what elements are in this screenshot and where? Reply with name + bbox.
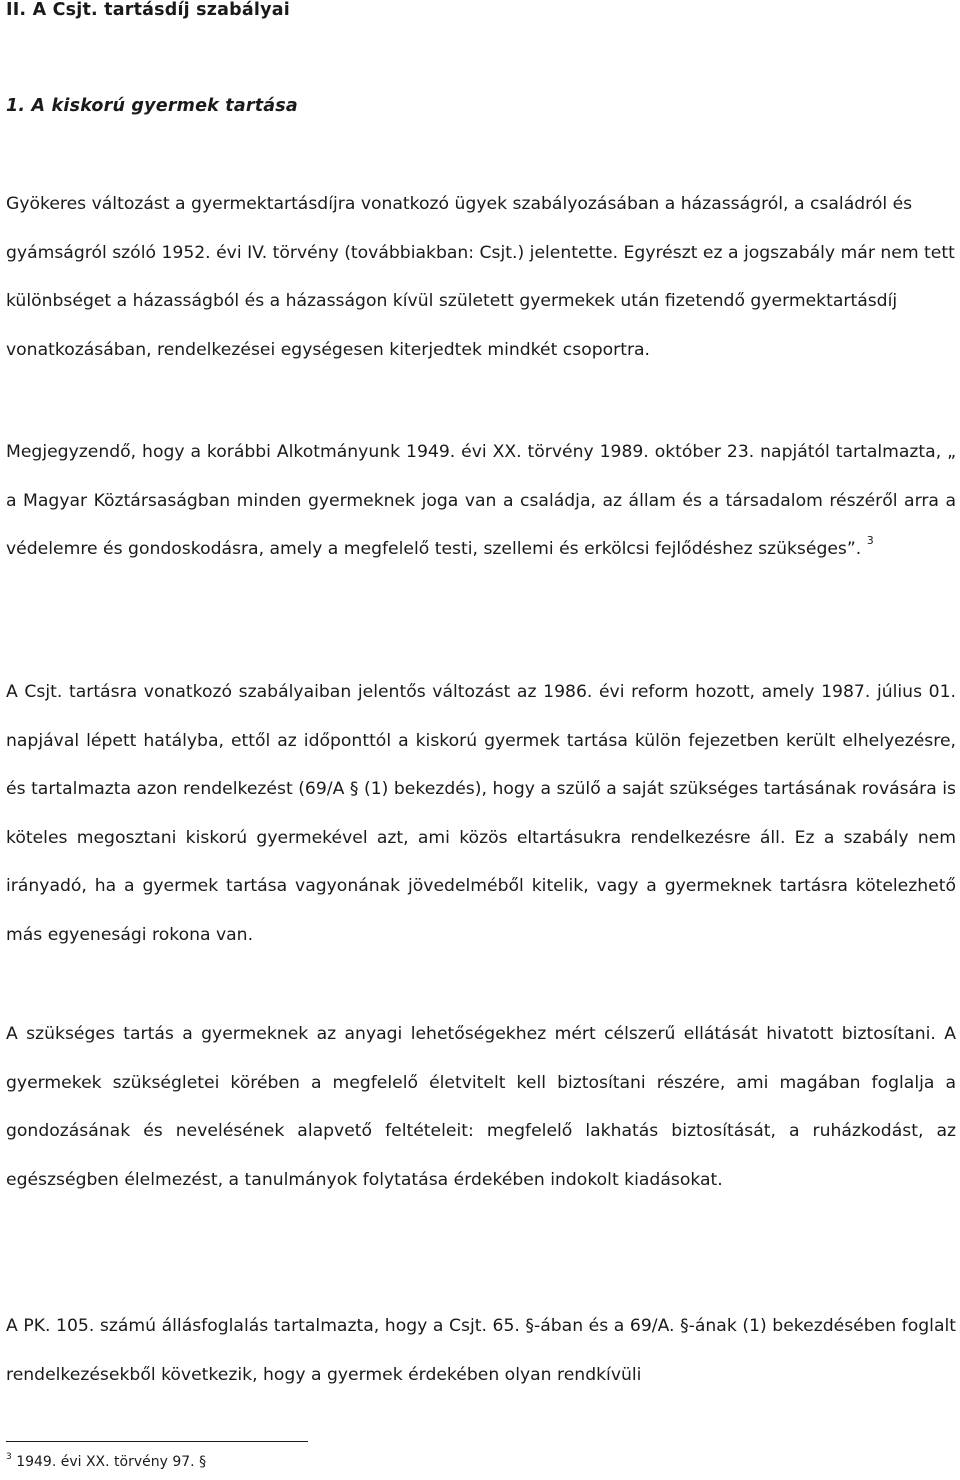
paragraph-4: A szükséges tartás a gyermeknek az anyagi lehetőségekhez mért célszerű ellátását hivatott biztosítani. A gyermekek szükségletei körében a megfelelő életvitelt kell biztosítani részére, ami magában foglalja a gondozásának és nevelésének alapvető feltételeit: megfelelő lakhatás biztosítását, a ruházkodást, az egészségben élelmezést, a tanulmányok folytatása érdekében indokolt kiadásokat. — [6, 1024, 956, 1190]
footnote-text: 1949. évi XX. törvény 97. § — [16, 1454, 207, 1470]
footnote-reference[interactable]: 3 — [866, 534, 874, 548]
paragraph-1: Gyökeres változást a gyermektartásdíjra vonatkozó ügyek szabályozásában a házasságról, a családról és gyámságról szóló 1952. évi IV. törvény (továbbiakban: Csjt.) jelentette. Egyrészt ez a jogszabály már nem tett különbséget a házasságból és a házasságon kívül született gyermekek után fizetendő gyermektartásdíj vonatkozásában, rendelkezései egységesen kiterjedtek mindkét csoportra. — [6, 194, 955, 360]
footnote — [6, 1452, 206, 1472]
subsection-title: 1. A kiskorú gyermek tartása — [6, 96, 298, 116]
section-title: II. A Csjt. tartásdíj szabályai — [6, 0, 290, 20]
footnote-marker: 3 — [6, 1452, 12, 1462]
paragraph-3: A Csjt. tartásra vonatkozó szabályaiban jelentős változást az 1986. évi reform hozott, amely 1987. július 01. napjával lépett hatályba, ettől az időponttól a kiskorú gyermek tartása külön fejezetben került elhelyezésre, és tartalmazta azon rendelkezést (69/A § (1) bekezdés), hogy a szülő a saját szükséges tartásának rovására is köteles megosztani kiskorú gyermekével azt, ami közös eltartásukra rendelkezésre áll. Ez a szabály nem irányadó, ha a gyermek tartása vagyonának jövedelméből kitelik, vagy a gyermeknek tartásra kötelezhető más egyenesági rokona van. — [6, 682, 956, 945]
paragraph-2-text: Megjegyzendő, hogy a korábbi Alkotmányunk 1949. évi XX. törvény 1989. október 23. napjától tartalmazta, „ a Magyar Köztársaságban minden gyermeknek joga van a családja, az állam és a társadalom részéről arra a védelemre és gondoskodásra, amely a megfelelő testi, szellemi és erkölcsi fejlődéshez szükséges”. — [6, 442, 956, 560]
paragraph-2 — [6, 428, 956, 574]
paragraph-5: A PK. 105. számú állásfoglalás tartalmazta, hogy a Csjt. 65. §-ában és a 69/A. §-ának (1) bekezdésében foglalt rendelkezésekből következik, hogy a gyermek érdekében olyan rendkívüli — [6, 1316, 956, 1385]
footnote-divider — [6, 1441, 308, 1442]
